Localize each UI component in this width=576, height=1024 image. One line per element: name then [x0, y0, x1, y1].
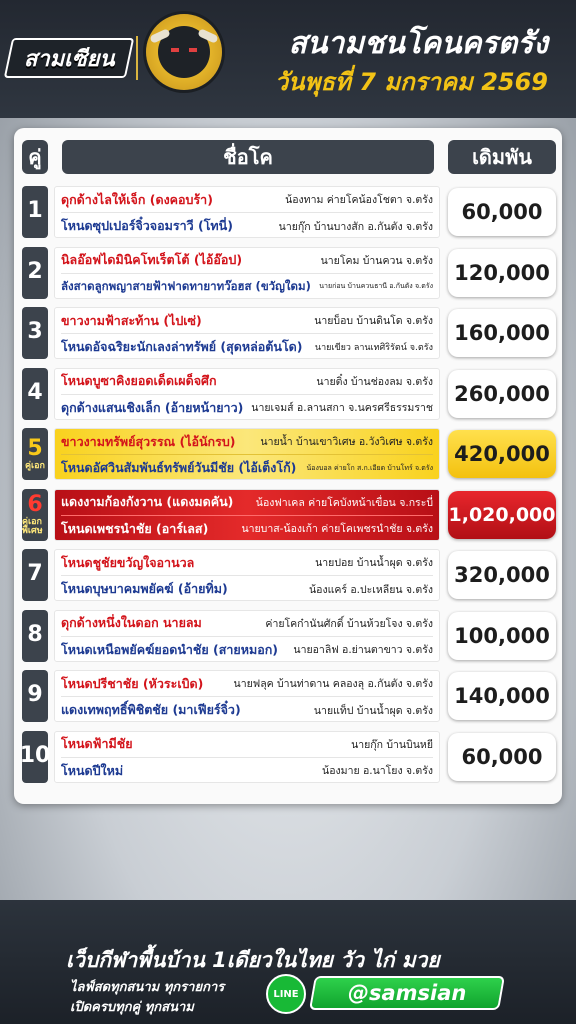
- match-number-value: 6: [27, 491, 43, 517]
- match-number-value: 8: [27, 621, 43, 647]
- bull-2-owner: น้องบอล ค่ายโก ส.ก.เอียด บ้านโทร์ จ.ตรัง: [306, 463, 433, 472]
- bull-2-name: โหนดบุษบาคมพยัคฆ์ (อ้ายทิ่ม): [61, 581, 228, 596]
- bull-line-blue-corner: [61, 576, 433, 602]
- match-row: [22, 549, 556, 601]
- bull-1-name: ดุกด้างไลให้เจ็ก (ดงคอบร้า): [61, 191, 213, 207]
- match-label: คู่เอก: [25, 460, 45, 471]
- match-row: [22, 186, 556, 238]
- bull-line-red-corner: [61, 248, 433, 274]
- bull-line-blue-corner: [61, 274, 433, 300]
- bet-amount: 120,000: [448, 249, 556, 297]
- bull-1-name: โหนดชูชัยขวัญใจอานวล: [61, 554, 195, 570]
- match-row: [22, 489, 556, 541]
- bull-2-owner: นายแท็ป บ้านน้ำผุด จ.ตรัง: [313, 704, 433, 717]
- bull-1-name: ขาวงามฟ้าสะท้าน (ไปเซ่): [61, 312, 202, 328]
- bull-line-red-corner: [61, 187, 433, 213]
- bull-line-blue-corner: [61, 637, 433, 663]
- bull-2-name: ดุกด้างแสนเชิงเล็ก (อ้ายหน้ายาว): [61, 399, 244, 415]
- bull-logo-icon: [146, 14, 222, 90]
- match-row: [22, 428, 556, 480]
- bull-line-red-corner: [61, 550, 433, 576]
- match-pairing: [54, 186, 440, 238]
- match-pairing: [54, 307, 440, 359]
- bull-1-owner: ค่ายโคก๋านันศักดิ์ บ้านห้วยโจง จ.ตรัง: [265, 617, 433, 630]
- bull-1-owner: นายโคม บ้านควน จ.ตรัง: [320, 254, 433, 267]
- bull-1-name: ขาวงามทรัพย์สุวรรณ (ไอ้นักรบ): [61, 433, 236, 449]
- bet-amount: 320,000: [448, 551, 556, 599]
- column-header-pair: คู่: [22, 140, 48, 174]
- page-title: สนามชนโคนครตรัง: [288, 26, 548, 61]
- column-header-bull-name: ชื่อโค: [62, 140, 434, 174]
- bull-line-red-corner: [61, 671, 433, 697]
- bet-amount: 60,000: [448, 188, 556, 236]
- bull-1-owner: นายปอย บ้านน้ำผุด จ.ตรัง: [315, 557, 433, 569]
- bull-2-name: โหนดเพชรนำชัย (อาร์เลส): [61, 520, 209, 536]
- bet-amount: 100,000: [448, 612, 556, 660]
- match-pairing: [54, 549, 440, 601]
- bull-1-name: นิลอ๊อฟไดมินิคโทเร็ตโต้ (ไอ้อ๊อป): [61, 252, 243, 267]
- bull-2-owner: น้องมาย อ.นาโยง จ.ตรัง: [322, 765, 433, 777]
- match-number: [22, 186, 48, 238]
- bull-2-name: โหนดอัศวินสัมพันธ์ทรัพย์วันมีชัย (ไอ้เต็งโก้): [61, 460, 297, 475]
- match-row: [22, 670, 556, 722]
- bull-1-name: โหนดปรีชาชัย (หัวระเบิด): [61, 675, 204, 691]
- bull-1-name: โหนดบูซาคิงยอดเด็ดเผด็จศึก: [61, 373, 217, 388]
- bull-1-owner: นายติ๋ง บ้านช่องลม จ.ตรัง: [316, 375, 433, 388]
- bull-1-owner: นายบ็อบ บ้านดินโด จ.ตรัง: [314, 315, 433, 327]
- match-number: [22, 549, 48, 601]
- bull-1-owner: น้องฟาเคล ค่ายโคบังหน้าเขื่อน จ.กระบี่: [255, 496, 433, 509]
- match-row: [22, 247, 556, 299]
- match-row: [22, 610, 556, 662]
- match-pairing: [54, 489, 440, 541]
- bet-amount: 420,000: [448, 430, 556, 478]
- bull-line-red-corner: [61, 369, 433, 395]
- footer-line-2: เปิดครบทุกคู่ ทุกสนาม: [70, 1000, 194, 1015]
- match-number-value: 1: [27, 198, 43, 223]
- match-number-value: 5: [27, 435, 43, 461]
- bet-amount: 60,000: [448, 733, 556, 781]
- bull-2-name: โหนดซุปเปอร์จิ๋วจอมราวี (โทนี่): [61, 218, 233, 233]
- bull-1-owner: น้องทาม ค่ายโคน้องโชตา จ.ตรัง: [285, 194, 433, 206]
- match-number: [22, 610, 48, 662]
- column-header-bet: เดิมพัน: [448, 140, 556, 174]
- bull-2-name: แดงเทพฤทธิ์พิชิตชัย (มาเฟียร์จิ๋ว): [61, 702, 241, 717]
- match-pairing: [54, 731, 440, 783]
- bull-1-owner: นายน้ำ บ้านเขาวิเศษ อ.วังวิเศษ จ.ตรัง: [260, 436, 433, 448]
- match-number-value: 10: [19, 742, 51, 768]
- line-app-icon[interactable]: LINE: [266, 974, 306, 1014]
- match-number: [22, 368, 48, 420]
- match-pairing: [54, 670, 440, 722]
- bull-1-name: แดงงามก้องกังวาน (แดงมดคัน): [61, 494, 234, 509]
- match-number: [22, 247, 48, 299]
- bet-amount: 1,020,000: [448, 491, 556, 539]
- match-number: [22, 307, 48, 359]
- bull-line-red-corner: [61, 611, 433, 637]
- match-number-value: 2: [27, 258, 43, 284]
- match-number: [22, 670, 48, 722]
- page-date: วันพุธที่ 7 มกราคม 2569: [274, 68, 548, 96]
- match-number-value: 7: [27, 561, 43, 586]
- bull-2-owner: นายอาลิฟ อ.ย่านตาขาว จ.ตรัง: [293, 644, 433, 656]
- match-label: คู่เอกพิเศษ: [22, 516, 43, 536]
- match-pairing: [54, 368, 440, 420]
- bull-2-owner: นายกุ๊ก บ้านบางสัก อ.กันตัง จ.ตรัง: [278, 220, 433, 233]
- match-number-value: 3: [27, 319, 43, 344]
- bet-amount: 140,000: [448, 672, 556, 720]
- bull-2-owner: นายเจมส์ อ.ลานสกา จ.นครศรีธรรมราช: [251, 402, 433, 414]
- match-pairing: [54, 610, 440, 662]
- bull-line-blue-corner: [61, 213, 433, 239]
- bull-line-red-corner: [61, 732, 433, 758]
- bull-1-owner: นายกุ๊ก บ้านบินหยี: [351, 738, 433, 751]
- bull-line-blue-corner: [61, 758, 433, 784]
- bull-2-name: โหนดปีใหม่: [61, 762, 124, 778]
- match-number: [22, 428, 48, 480]
- match-number-value: 9: [27, 682, 43, 707]
- bull-1-name: ดุกด้างหนึ่งในดอก นายลม: [61, 615, 202, 630]
- bull-1-name: โหนดฟ้ามีชัย: [61, 736, 133, 751]
- brand-divider: [136, 36, 138, 80]
- match-row: [22, 307, 556, 359]
- brand-logo: [4, 38, 135, 78]
- bull-2-owner: นายบาส-น้องเก้า ค่ายโคเพชรนำชัย จ.ตรัง: [241, 523, 433, 535]
- bull-line-blue-corner: [61, 455, 433, 481]
- bull-2-owner: นายก่อน บ้านควนธานี อ.กันตัง จ.ตรัง: [319, 282, 433, 290]
- bull-2-owner: นายเขียว ลานเทศิริรัตน์ จ.ตรัง: [314, 343, 433, 353]
- match-number-value: 4: [27, 379, 43, 405]
- bull-line-blue-corner: [61, 516, 433, 542]
- bet-amount: 160,000: [448, 309, 556, 357]
- bull-2-name: โหนดอัจฉริยะนักเลงล่าทรัพย์ (สุดหล่อต้นโด): [61, 339, 303, 354]
- bull-1-owner: นายฟลุค บ้านท่าดาน คลองลุ อ.กันตัง จ.ตรัง: [233, 678, 433, 690]
- match-row: [19, 731, 556, 783]
- match-row: [22, 368, 556, 420]
- bet-amount: 260,000: [448, 370, 556, 418]
- footer-line-1: ไลฟ์สดทุกสนาม ทุกรายการ: [70, 980, 225, 995]
- bull-line-blue-corner: [61, 697, 433, 723]
- bull-2-name: โหนดเหนือพยัคฆ์ยอดนำชัย (สายหมอก): [61, 641, 279, 657]
- bull-line-red-corner: [61, 429, 433, 455]
- bull-2-name: ลังสาดลูกพญาสายฟ้าฟาดทายาทว๊อฮส (ขวัญใดม): [61, 278, 311, 293]
- bull-line-red-corner: [61, 490, 433, 516]
- footer-tagline: เว็บกีฬาพื้นบ้าน 1เดียวในไทย วัว ไก่ มวย: [66, 948, 440, 972]
- match-number: [22, 489, 48, 541]
- brand-name: สามเซียน: [23, 46, 115, 72]
- match-pairing: [54, 247, 440, 299]
- bull-2-owner: น้องแคร์ อ.ปะเหลียน จ.ตรัง: [308, 583, 433, 596]
- bull-line-red-corner: [61, 308, 433, 334]
- line-id-button[interactable]: [309, 976, 505, 1010]
- bull-line-blue-corner: [61, 334, 433, 360]
- match-number: [19, 731, 51, 783]
- match-pairing: [54, 428, 440, 480]
- line-id-label: @samsian: [347, 981, 467, 1005]
- bull-line-blue-corner: [61, 395, 433, 421]
